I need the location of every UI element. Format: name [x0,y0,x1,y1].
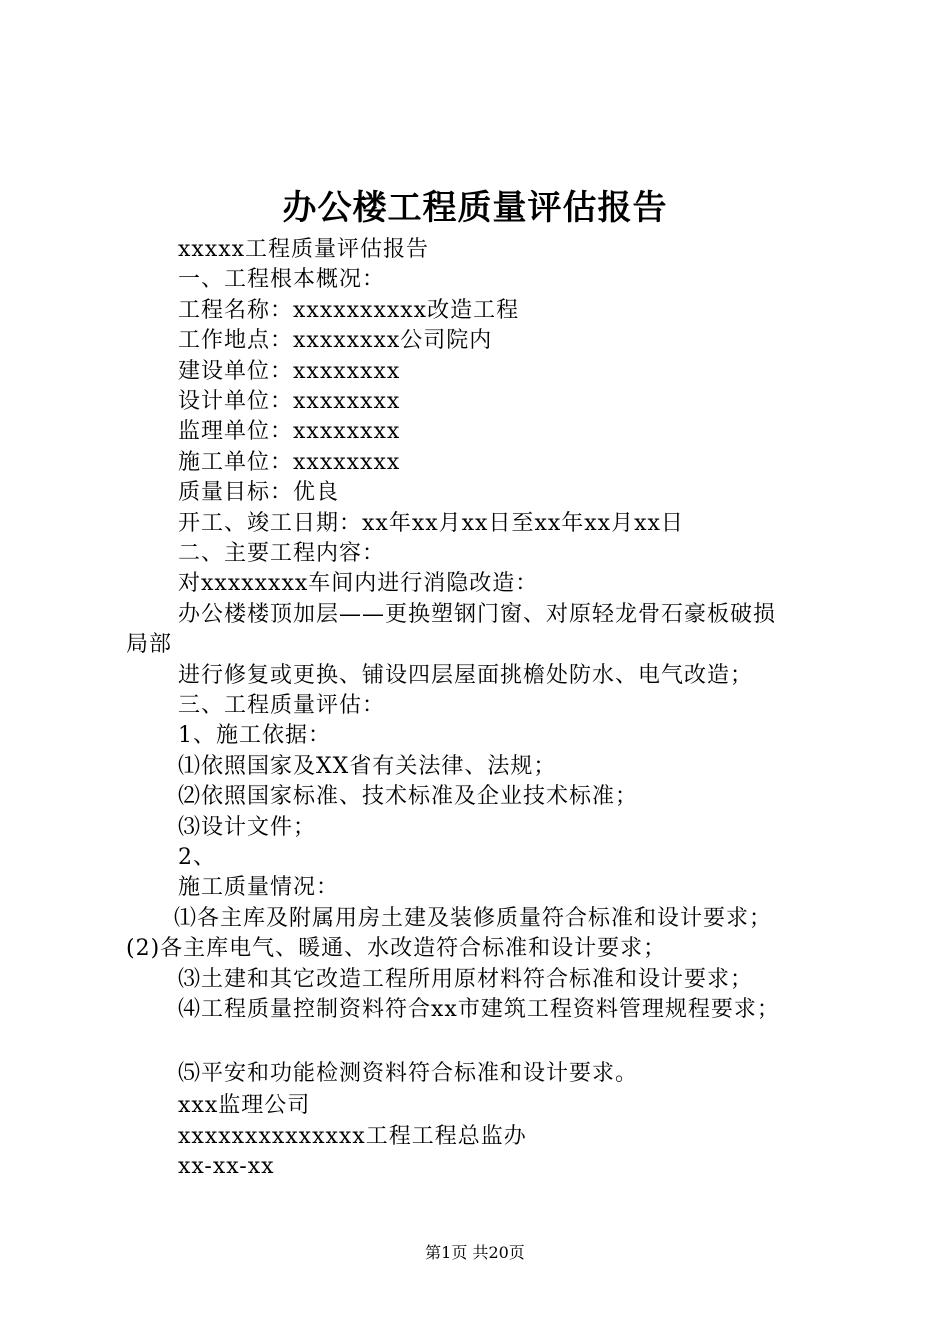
construction-unit: 建设单位：xxxxxxxx [178,359,401,384]
section-heading-3: 三、工程质量评估： [178,693,386,718]
quality-item: ⑸平安和功能检测资料符合标准和设计要求。 [178,1061,639,1086]
signature-date: xx-xx-xx [178,1154,275,1179]
content-line: 办公楼楼顶加层——更换塑钢门窗、对原轻龙骨石豪板破损 [178,602,777,627]
document-title: 办公楼工程质量评估报告 [282,188,668,228]
page-number: 第1页 共20页 [425,1243,525,1262]
report-subtitle: xxxxx工程质量评估报告 [178,237,430,262]
content-line-wrap: 局部 [126,632,173,657]
quality-item: ⑶土建和其它改造工程所用原材料符合标准和设计要求； [178,967,754,992]
basis-item: ⑵依照国家标准、技术标准及企业技术标准； [178,784,639,809]
quality-item: ⑴各主库及附属用房土建及装修质量符合标准和设计要求； [174,906,773,931]
subsection-heading: 1、施工依据： [178,723,331,748]
start-end-dates: 开工、竣工日期：xx年xx月xx日至xx年xx月xx日 [178,511,684,536]
signature-company: xxx监理公司 [178,1093,311,1118]
basis-item: ⑴依照国家及XX省有关法律、法规； [178,754,557,779]
signature-office: xxxxxxxxxxxxxx工程工程总监办 [178,1124,527,1149]
section-heading-2: 二、主要工程内容： [178,541,386,566]
content-line: 对xxxxxxxx车间内进行消隐改造： [178,571,539,596]
contractor-unit: 施工单位：xxxxxxxx [178,450,401,475]
quality-item: ⑷工程质量控制资料符合xx市建筑工程资料管理规程要求； [178,997,780,1022]
basis-item: ⑶设计文件； [178,815,317,840]
work-location: 工作地点：xxxxxxxx公司院内 [178,328,493,353]
section-heading-1: 一、工程根本概况： [178,267,386,292]
quality-item: (2)各主库电气、暖通、水改造符合标准和设计要求； [126,936,667,961]
quality-target: 质量目标：优良 [178,480,340,505]
subsection-heading: 施工质量情况： [178,875,340,900]
supervision-unit: 监理单位：xxxxxxxx [178,419,401,444]
content-line: 进行修复或更换、铺设四层屋面挑檐处防水、电气改造； [178,663,754,688]
subsection-number: 2、 [178,845,216,870]
design-unit: 设计单位：xxxxxxxx [178,389,401,414]
project-name: 工程名称：xxxxxxxxxx改造工程 [178,298,520,323]
